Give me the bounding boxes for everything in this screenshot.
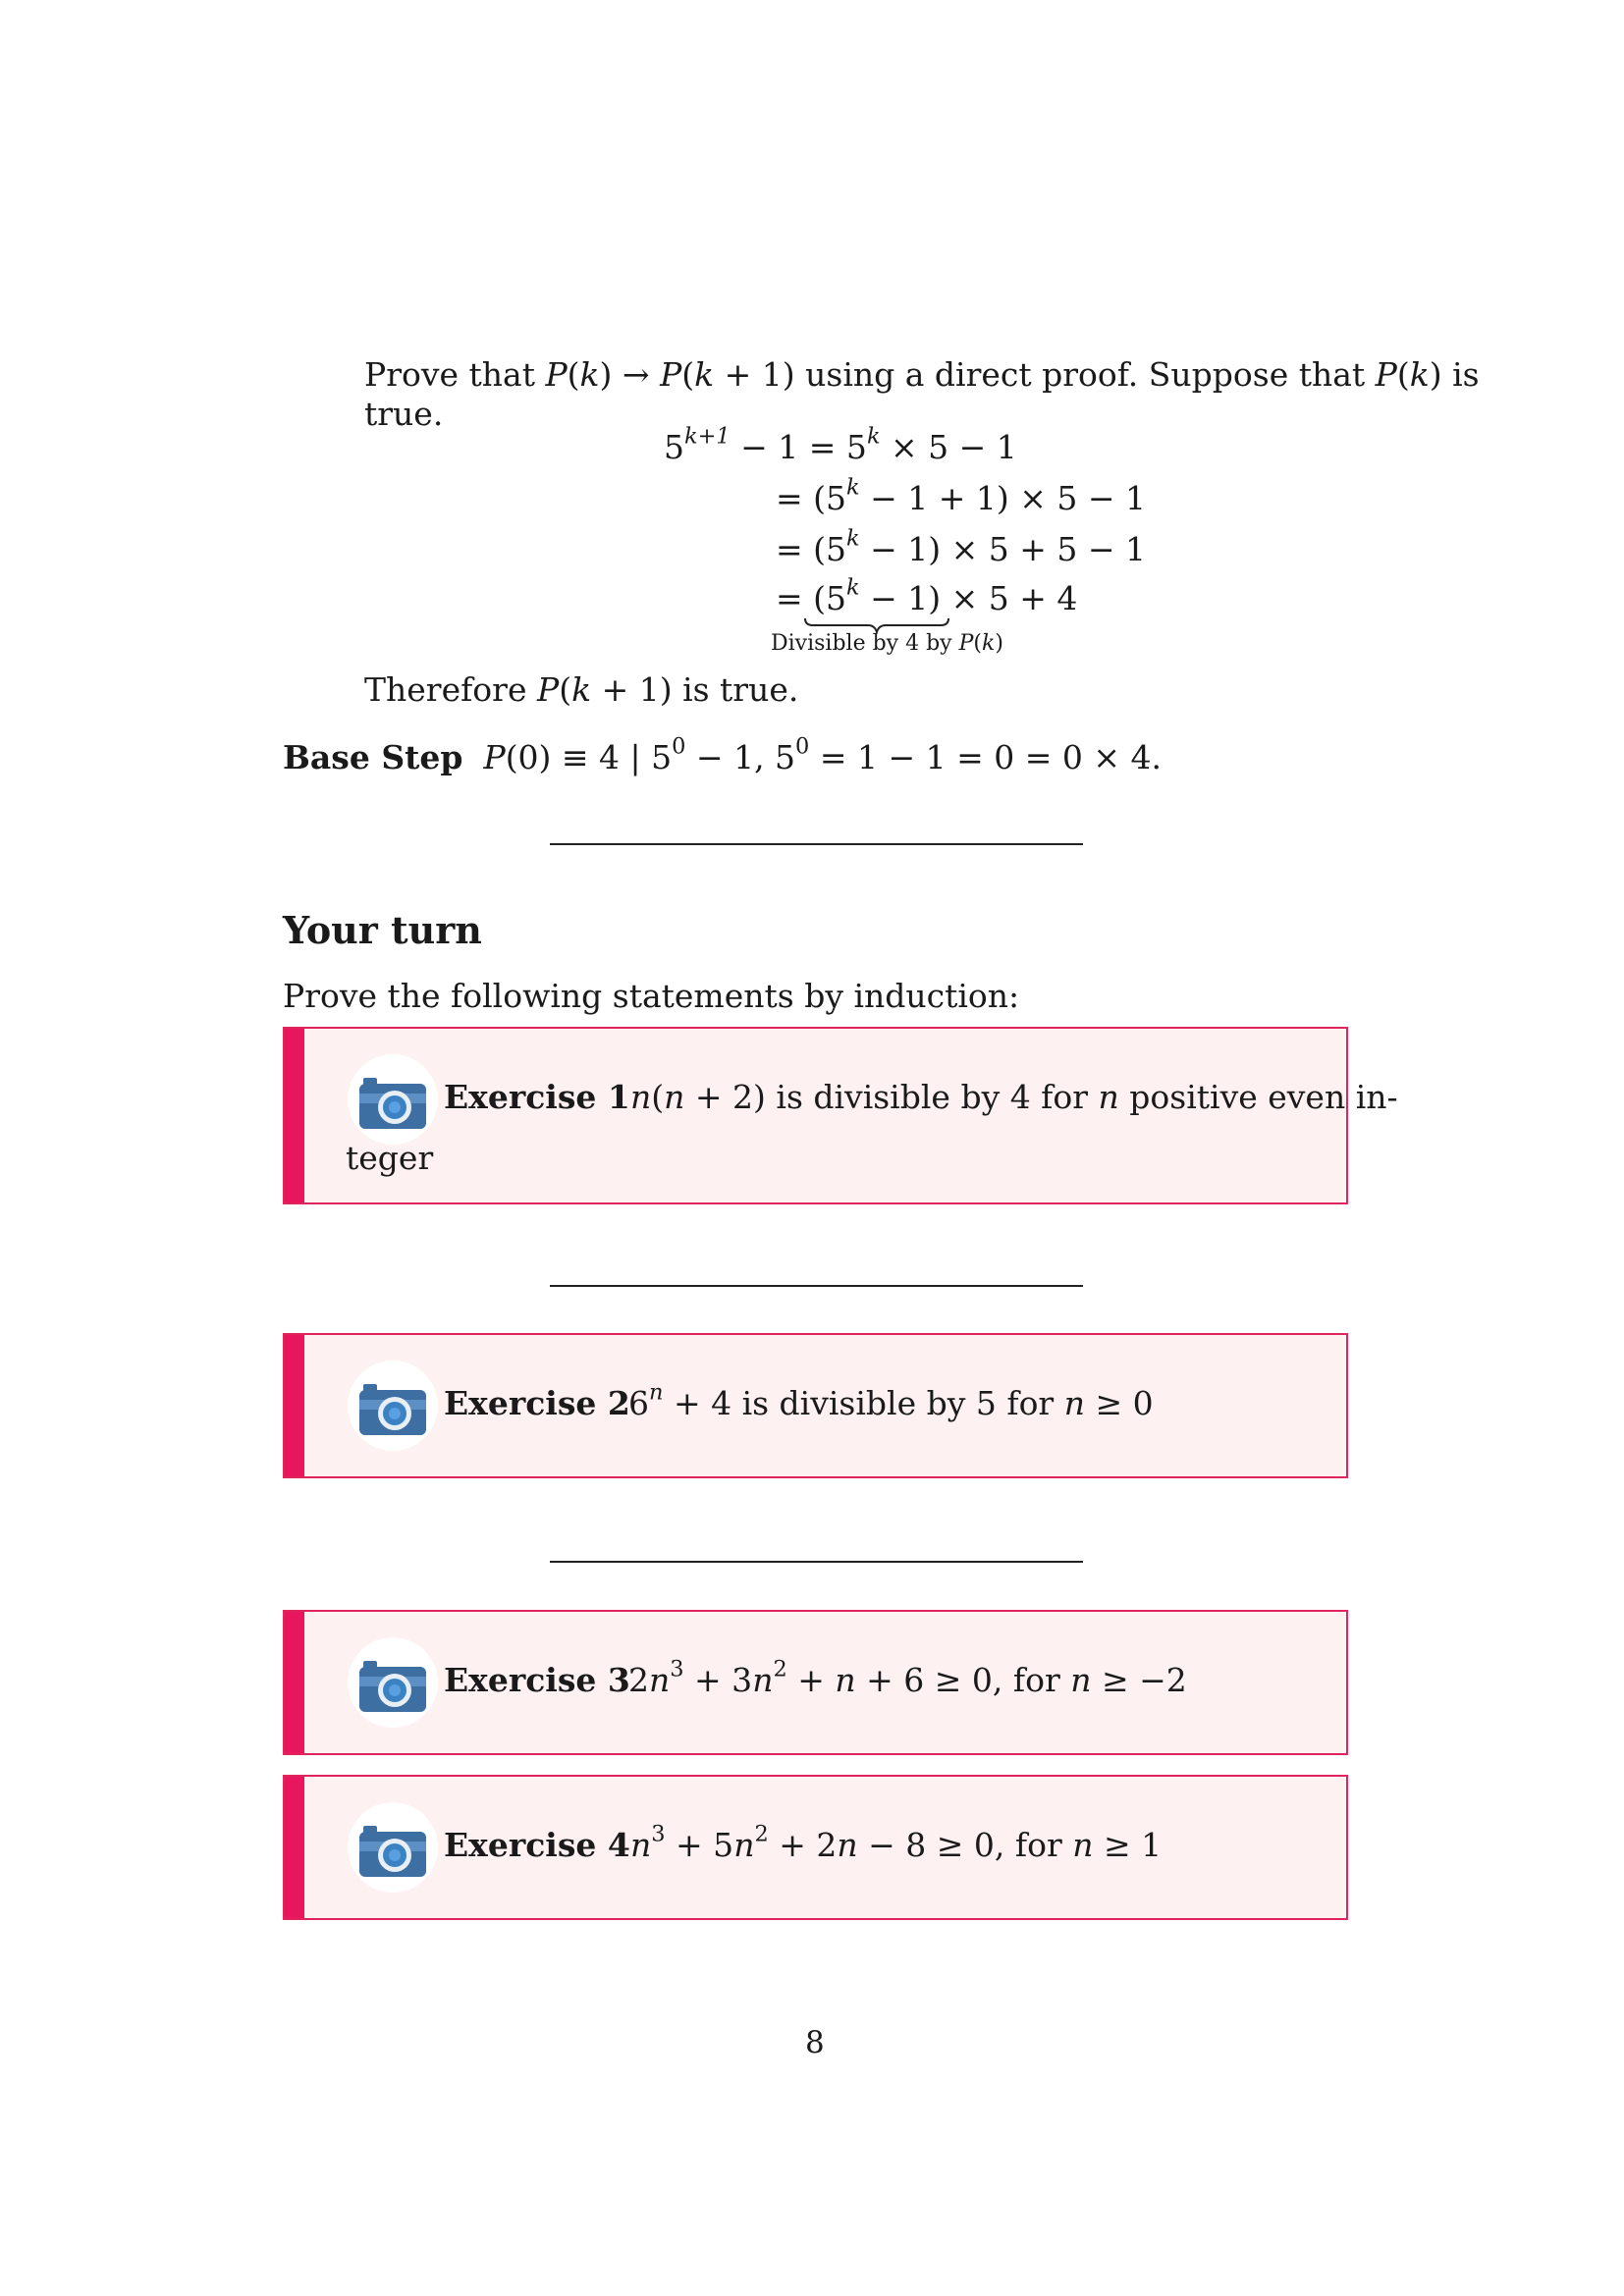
section-heading: Your turn [283,908,482,952]
math: 2 [628,1661,649,1699]
exercise-title: Exercise 3 [444,1661,630,1699]
camera-icon [348,1802,438,1893]
exercise-statement [628,1379,1154,1422]
text: + 1) is true. [591,670,799,709]
math: n [837,1826,858,1864]
math: − 1) × 5 + 5 − 1 [859,530,1147,568]
exercise-accent-bar [285,1029,304,1202]
math: k [1409,355,1430,394]
exercise-statement [628,1656,1187,1699]
math: k [571,670,592,709]
math: n [1098,1078,1119,1116]
intro-line-1 [364,355,1480,394]
text: Divisible by 4 by [771,631,959,656]
math: n [630,1826,652,1864]
divider [550,1285,1083,1287]
math: P [1375,355,1397,394]
math: + 3 [683,1661,753,1699]
math: n [664,1078,685,1116]
math: P [545,355,568,394]
conclusion [364,670,798,709]
math: + 4 [1008,579,1078,617]
math: − 1 + 1) × 5 − 1 [859,479,1147,517]
exercise-accent-bar [285,1335,304,1476]
math: 5 [664,428,684,466]
base-step [283,733,1162,776]
divider [550,843,1083,845]
text: Therefore [364,670,537,709]
page-number: 8 [805,2025,825,2060]
intro-line-2: true. [364,395,444,433]
math: n [630,1078,652,1116]
math-exponent: 0 [795,733,810,760]
math: P [958,631,974,656]
math: ( [973,631,983,656]
text: + 1) using a direct proof. Suppose that [714,355,1376,394]
math-exponent: 3 [651,1821,666,1847]
exercise-statement-wrap: teger [346,1139,434,1177]
exercise-box-4 [283,1775,1348,1920]
text: Prove that [364,355,546,394]
math: − 1) × 5 [859,579,1009,617]
camera-icon [348,1361,438,1451]
math: × 5 − 1 [880,428,1017,466]
math: n [733,1826,755,1864]
math: + [786,1661,836,1699]
math: P [536,670,560,709]
math-exponent: 3 [670,1656,684,1682]
math: ≥ 0 [1084,1384,1154,1422]
text: + 6 ≥ 0, for [855,1661,1071,1699]
math: 6 [628,1384,649,1422]
derivation-row-2 [776,474,1147,517]
math: = (5 [776,479,847,517]
text: positive even in- [1118,1078,1398,1116]
math-exponent: k [866,423,881,450]
exercise-statement [630,1078,1398,1116]
exercise-box-2 [283,1333,1348,1478]
math: + 2 [768,1826,838,1864]
math: n [1070,1661,1092,1699]
math: (0) ≡ 4 | 5 [505,738,673,776]
math: ( [567,355,580,394]
math: ) [995,631,1003,656]
math: = 1 − 1 = 0 = 0 × 4. [809,738,1162,776]
math: = (5 [776,530,847,568]
exercise-statement [630,1821,1163,1864]
math: n [752,1661,774,1699]
math-exponent: n [649,1379,664,1406]
exercise-accent-bar [285,1777,304,1918]
math: n [649,1661,671,1699]
math: n [1072,1826,1094,1864]
math: + 5 [665,1826,734,1864]
math: ) → [599,355,661,394]
math-exponent: 0 [672,733,686,760]
math: ( [651,1078,665,1116]
section-intro: Prove the following statements by induction: [283,977,1020,1015]
math: n [835,1661,856,1699]
math-exponent: 2 [773,1656,787,1682]
derivation-row-4 [776,574,1078,617]
math-exponent: k [846,474,860,501]
math: k [982,631,996,656]
text: − 8 ≥ 0, for [857,1826,1073,1864]
math: − 1, 5 [685,738,796,776]
exercise-accent-bar [285,1612,304,1753]
math-exponent: k+1 [684,423,731,450]
math-exponent: k [846,525,860,552]
divider [550,1561,1083,1563]
exercise-title: Exercise 4 [444,1826,630,1864]
math: = (5 [776,579,847,617]
math: ( [559,670,572,709]
math: ( [1396,355,1410,394]
math: − 1 = 5 [730,428,867,466]
math: n [1063,1384,1085,1422]
derivation-row-1 [664,423,1017,466]
derivation-row-3 [776,525,1147,568]
text: ) is [1429,355,1480,394]
math: P [660,355,682,394]
exercise-box-1 [283,1027,1398,1204]
math: P [483,738,506,776]
math: k [579,355,600,394]
camera-icon [348,1054,438,1145]
underbrace-label [771,631,1003,656]
math-exponent: 2 [754,1821,769,1847]
text: + 2) is divisible by 4 for [684,1078,1099,1116]
camera-icon [348,1637,438,1728]
exercise-title: Exercise 1 [444,1078,630,1116]
math: ≥ −2 [1091,1661,1187,1699]
base-step-label: Base Step [283,738,463,776]
exercise-box-3 [283,1610,1348,1755]
exercise-title: Exercise 2 [444,1384,630,1422]
math: k [694,355,715,394]
math-exponent: k [846,574,860,601]
text: + 4 is divisible by 5 for [663,1384,1064,1422]
math: ( [681,355,695,394]
math: ≥ 1 [1093,1826,1163,1864]
